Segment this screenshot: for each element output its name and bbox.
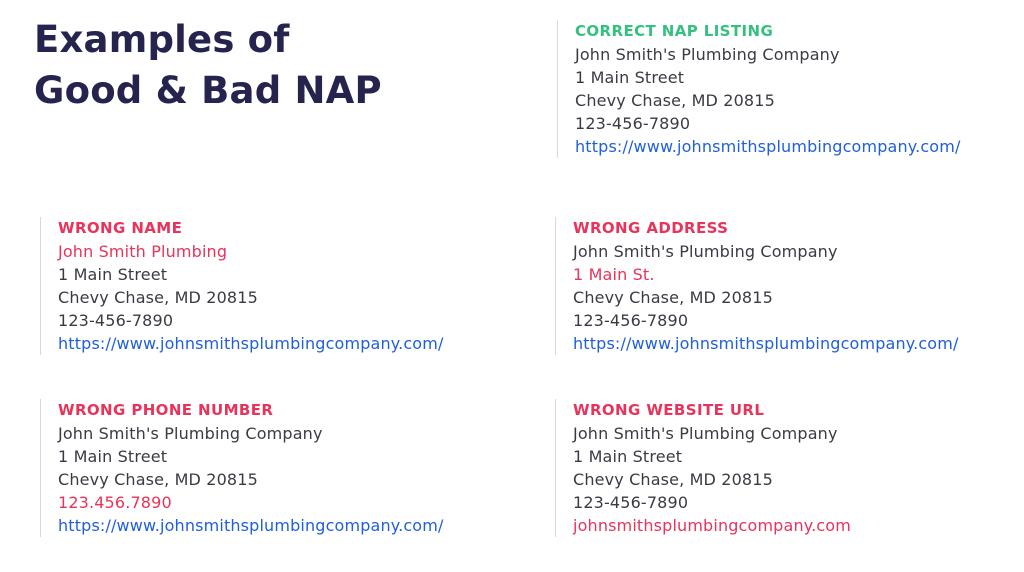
business-name: John Smith's Plumbing Company [58, 424, 323, 443]
card-heading: WRONG NAME [58, 219, 183, 237]
website-link[interactable]: johnsmithsplumbingcompany.com [573, 516, 851, 535]
city-state-zip: Chevy Chase, MD 20815 [58, 288, 258, 307]
phone-number: 123-456-7890 [573, 493, 689, 512]
city-state-zip: Chevy Chase, MD 20815 [58, 470, 258, 489]
business-name: John Smith's Plumbing Company [573, 424, 838, 443]
card-heading: WRONG WEBSITE URL [573, 401, 765, 419]
phone-number: 123-456-7890 [58, 311, 174, 330]
wrong-phone-card [40, 399, 444, 537]
wrong-name-card [40, 217, 444, 355]
phone-number: 123-456-7890 [575, 114, 691, 133]
card-heading: WRONG PHONE NUMBER [58, 401, 274, 419]
card-heading: WRONG ADDRESS [573, 219, 729, 237]
city-state-zip: Chevy Chase, MD 20815 [573, 470, 773, 489]
city-state-zip: Chevy Chase, MD 20815 [575, 91, 775, 110]
business-name: John Smith Plumbing [58, 242, 228, 261]
page-title [34, 14, 382, 116]
wrong-address-card [555, 217, 959, 355]
street-address: 1 Main St. [573, 265, 655, 284]
street-address: 1 Main Street [58, 447, 168, 466]
phone-number: 123-456-7890 [573, 311, 689, 330]
street-address: 1 Main Street [573, 447, 683, 466]
phone-number: 123.456.7890 [58, 493, 172, 512]
page-title-line-1: Examples of [34, 18, 290, 61]
correct-nap-card [557, 20, 961, 158]
city-state-zip: Chevy Chase, MD 20815 [573, 288, 773, 307]
website-link[interactable]: https://www.johnsmithsplumbingcompany.com/ [573, 334, 959, 353]
business-name: John Smith's Plumbing Company [575, 45, 840, 64]
website-link[interactable]: https://www.johnsmithsplumbingcompany.com/ [575, 137, 961, 156]
website-link[interactable]: https://www.johnsmithsplumbingcompany.com/ [58, 334, 444, 353]
business-name: John Smith's Plumbing Company [573, 242, 838, 261]
wrong-website-card [555, 399, 851, 537]
street-address: 1 Main Street [58, 265, 168, 284]
card-heading: CORRECT NAP LISTING [575, 22, 774, 40]
page-title-line-2: Good & Bad NAP [34, 69, 382, 112]
street-address: 1 Main Street [575, 68, 685, 87]
website-link[interactable]: https://www.johnsmithsplumbingcompany.com/ [58, 516, 444, 535]
